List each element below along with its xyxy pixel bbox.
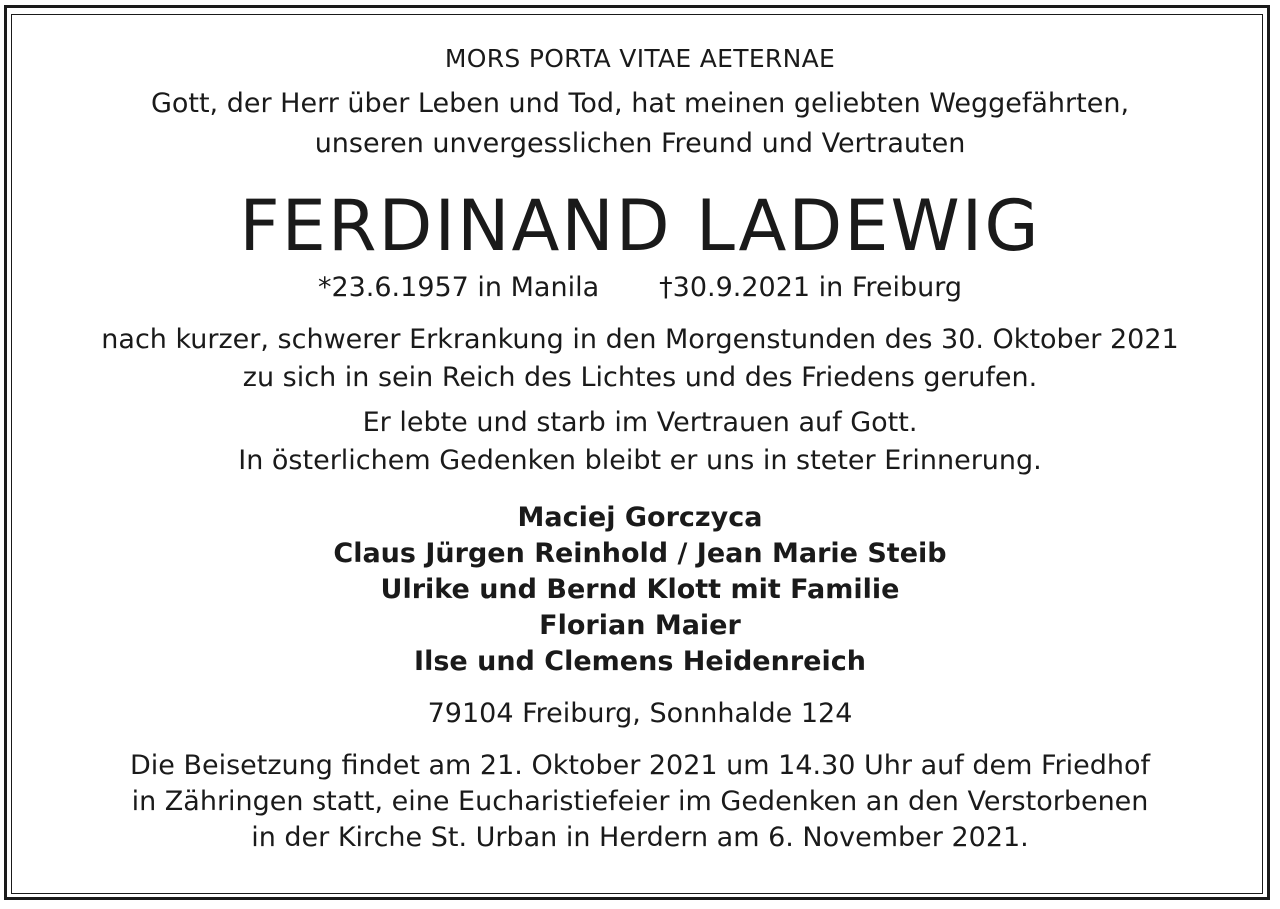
mourner-address: 79104 Freiburg, Sonnhalde 124 (427, 698, 853, 729)
funeral-info-line: Die Beisetzung findet am 21. Oktober 2021 um 14.30 Uhr auf dem Friedhof (129, 750, 1151, 781)
funeral-info-line: in der Kirche St. Urban in Herdern am 6. November 2021. (251, 822, 1029, 853)
mourner-name: Maciej Gorczyca (517, 502, 763, 533)
mourner-name: Ilse und Clemens Heidenreich (414, 646, 866, 677)
mourner-name: Ulrike und Bernd Klott mit Familie (380, 574, 900, 605)
motto: MORS PORTA VITAE AETERNAE (444, 44, 836, 73)
faith-line: Er lebte und starb im Vertrauen auf Gott. (362, 407, 918, 438)
intro-line: unseren unvergesslichen Freund und Vertrauten (314, 128, 966, 159)
intro-line: Gott, der Herr über Leben und Tod, hat meinen geliebten Weggefährten, (150, 88, 1130, 119)
faith-line: In österlichem Gedenken bleibt er uns in steter Erinnerung. (238, 445, 1042, 476)
cause-line: zu sich in sein Reich des Lichtes und des Friedens gerufen. (242, 362, 1038, 393)
death-date: †30.9.2021 in Freiburg (659, 272, 963, 303)
cause-line: nach kurzer, schwerer Erkrankung in den Morgenstunden des 30. Oktober 2021 (101, 324, 1179, 355)
mourner-name: Florian Maier (539, 610, 741, 641)
life-dates (0, 272, 1280, 303)
mourner-name: Claus Jürgen Reinhold / Jean Marie Steib (333, 538, 947, 569)
funeral-info-line: in Zähringen statt, eine Eucharistiefeier im Gedenken an den Verstorbenen (131, 786, 1149, 817)
birth-date: *23.6.1957 in Manila (317, 272, 600, 303)
deceased-name: FERDINAND LADEWIG (239, 185, 1041, 267)
